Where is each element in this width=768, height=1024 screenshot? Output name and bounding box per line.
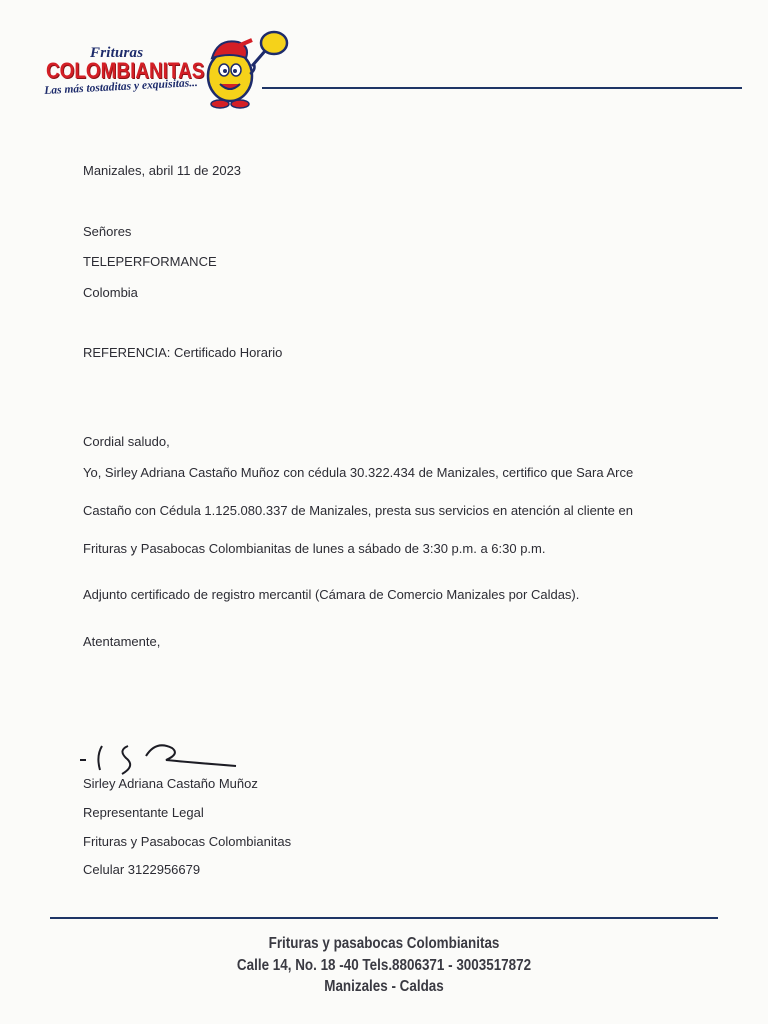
potato-mascot-icon [194,28,290,112]
signer-phone: Celular 3122956679 [83,862,201,877]
header-divider [262,87,742,89]
recipient-salutation: Señores [83,224,132,239]
body-line: Yo, Sirley Adriana Castaño Muñoz con cédula 30.322.434 de Manizales, certifico que Sara Arce [83,465,634,480]
footer-company: Frituras y pasabocas Colombianitas [268,935,500,952]
logo-tagline: Las más tostaditas y exquisitas... [44,76,199,97]
date-line: Manizales, abril 11 de 2023 [83,163,242,178]
body-line: Frituras y Pasabocas Colombianitas de lunes a sábado de 3:30 p.m. a 6:30 p.m. [83,541,546,556]
footer-city: Manizales - Caldas [324,978,444,995]
signer-name: Sirley Adriana Castaño Muñoz [83,776,258,791]
closing: Atentamente, [83,634,161,649]
recipient-country: Colombia [83,285,138,300]
logo-brand-text: COLOMBIANITAS [46,58,205,83]
attachment-line: Adjunto certificado de registro mercantil (Cámara de Comercio Manizales por Caldas). [83,587,580,602]
signer-title: Representante Legal [83,805,204,820]
signer-company: Frituras y Pasabocas Colombianitas [83,834,292,849]
logo-small-text: Frituras [90,45,144,61]
body-line: Castaño con Cédula 1.125.080.337 de Manizales, presta sus servicios en atención al cliente en [83,503,633,518]
greeting: Cordial saludo, [83,434,170,449]
footer-address: Calle 14, No. 18 -40 Tels.8806371 - 3003517872 [236,957,532,974]
footer-divider [50,917,718,919]
company-logo [44,28,289,112]
reference-line: REFERENCIA: Certificado Horario [83,345,283,360]
recipient-company: TELEPERFORMANCE [83,254,217,269]
